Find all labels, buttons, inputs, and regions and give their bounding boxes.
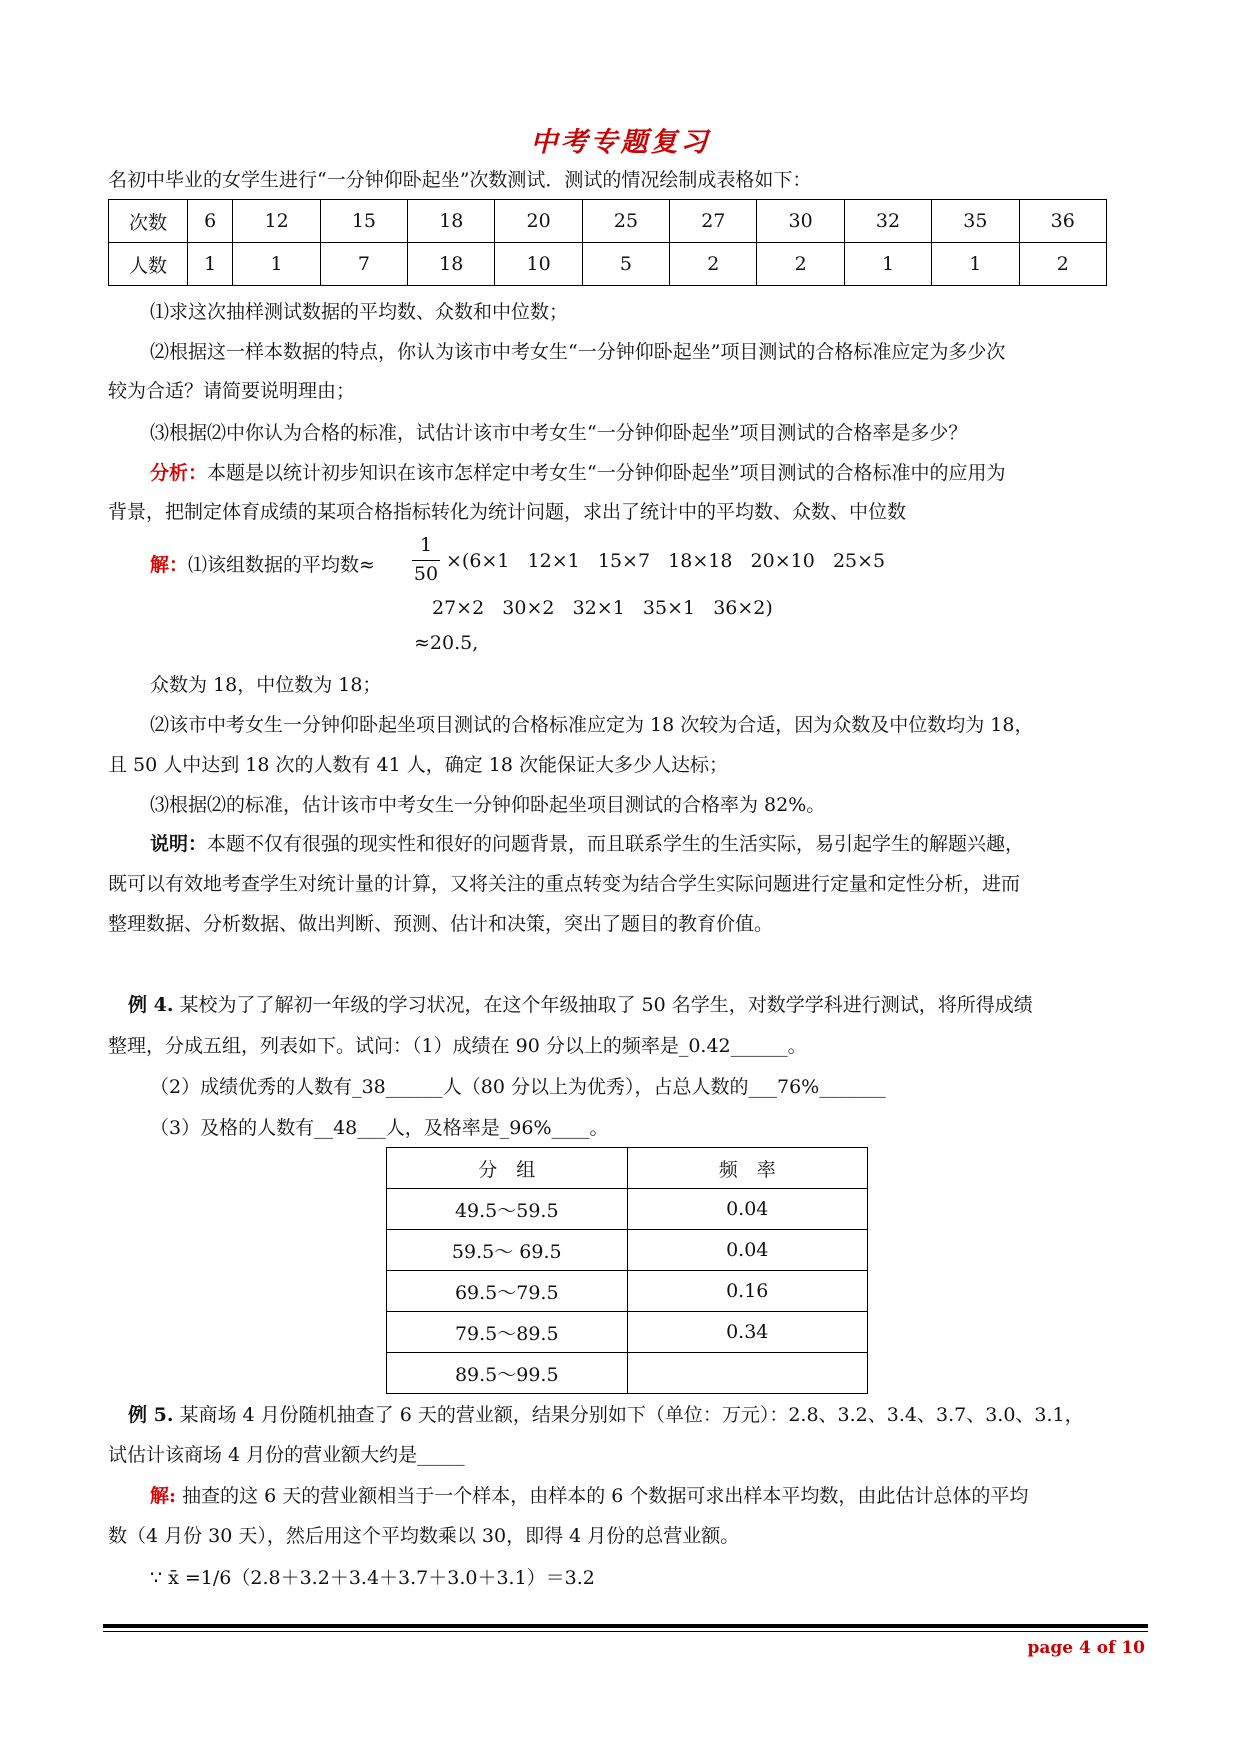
solution-label: 解： — [150, 554, 189, 576]
table-cell: 25 — [582, 200, 669, 243]
example-5-line-2: 试估计该商场 4 月份的营业额大约是_____ — [108, 1444, 465, 1466]
fraction-numerator: 1 — [419, 534, 433, 556]
table-cell: 1 — [844, 243, 931, 286]
table-cell: 5 — [582, 243, 669, 286]
analysis-line-1 — [150, 458, 1005, 485]
note-label: 说明： — [150, 833, 208, 855]
table-cell: 15 — [320, 200, 407, 243]
table-cell: 1 — [932, 243, 1019, 286]
example-5-label: 例 5. — [128, 1404, 174, 1426]
example-5-line-1 — [128, 1400, 1084, 1427]
table-cell: 7 — [320, 243, 407, 286]
question-3: ⑶根据⑵中你认为合格的标准，试估计该市中考女生“一分钟仰卧起坐”项目测试的合格率是多少？ — [150, 422, 968, 444]
table-cell: 36 — [1019, 200, 1107, 243]
note-text: 本题不仅有很强的现实性和很好的问题背景，而且联系学生的生活实际，易引起学生的解题兴趣， — [207, 833, 1025, 855]
answer-2: ⑵该市中考女生一分钟仰卧起坐项目测试的合格标准应定为 18 次较为合适，因为众数及中位数均为 18， — [150, 714, 1034, 736]
header-frequency: 频 率 — [627, 1148, 868, 1189]
analysis-line-2: 背景，把制定体育成绩的某项合格指标转化为统计问题，求出了统计中的平均数、众数、中位数 — [108, 501, 907, 523]
row-label-people: 人数 — [109, 243, 188, 286]
question-2: ⑵根据这一样本数据的特点，你认为该市中考女生“一分钟仰卧起坐”项目测试的合格标准应定为多少次 — [150, 341, 1006, 363]
solution-text: ⑴该组数据的平均数 — [188, 554, 360, 576]
table-cell: 12 — [233, 200, 320, 243]
fraction-denominator: 50 — [413, 563, 439, 585]
table-cell: 10 — [495, 243, 582, 286]
formula-line-1: ×(6×1 12×1 15×7 18×18 20×10 25×5 — [446, 550, 886, 572]
table-cell: 49.5～59.5 — [387, 1189, 628, 1230]
frequency-table — [386, 1147, 868, 1394]
analysis-label: 分析： — [150, 462, 208, 484]
footer-rule-thin — [103, 1631, 1148, 1632]
example-4-line-2: 整理，分成五组，列表如下。试问：（1）成绩在 90 分以上的频率是_0.42______。 — [108, 1035, 807, 1057]
example-4-label: 例 4. — [128, 994, 174, 1016]
table-row — [109, 200, 1107, 243]
approx-sign-2: ≈ — [414, 632, 430, 654]
table-cell: 0.34 — [627, 1312, 868, 1353]
header-group: 分 组 — [387, 1148, 628, 1189]
table-row — [387, 1353, 868, 1394]
mode-median: 众数为 18，中位数为 18； — [150, 674, 382, 696]
table-cell — [627, 1353, 868, 1394]
analysis-text: 本题是以统计初步知识在该市怎样定中考女生“一分钟仰卧起坐”项目测试的合格标准中的应用为 — [207, 462, 1006, 484]
question-1: ⑴求这次抽样测试数据的平均数、众数和中位数； — [150, 301, 569, 323]
answer-2-cont: 且 50 人中达到 18 次的人数有 41 人，确定 18 次能保证大多少人达标； — [108, 754, 729, 776]
example-5-solution-line-1 — [150, 1481, 1028, 1508]
example-5-text: 某商场 4 月份随机抽查了 6 天的营业额，结果分别如下（单位：万元）：2.8、3.2、3.4、3.7、3.0、3.1， — [179, 1404, 1084, 1426]
table-cell: 0.04 — [627, 1189, 868, 1230]
table-cell: 79.5～89.5 — [387, 1312, 628, 1353]
note-line-3: 整理数据、分析数据、做出判断、预测、估计和决策，突出了题目的教育价值。 — [108, 913, 774, 935]
intro-text: 名初中毕业的女学生进行“一分钟仰卧起坐”次数测试．测试的情况绘制成表格如下： — [108, 169, 812, 191]
table-cell: 27 — [670, 200, 757, 243]
example-5-solution-line-2: 数（4 月份 30 天），然后用这个平均数乘以 30，即得 4 月份的总营业额。 — [108, 1525, 740, 1547]
table-cell: 20 — [495, 200, 582, 243]
note-line-1 — [150, 829, 1024, 856]
example-4-text: 某校为了了解初一年级的学习状况，在这个年级抽取了 50 名学生，对数学学科进行测试，将所得成绩 — [179, 994, 1033, 1016]
table-cell: 18 — [408, 200, 495, 243]
table-row — [387, 1148, 868, 1189]
table-row — [387, 1271, 868, 1312]
table-cell: 2 — [1019, 243, 1107, 286]
table-row — [109, 243, 1107, 286]
footer-rule-thick — [103, 1624, 1148, 1628]
table-cell: 89.5～99.5 — [387, 1353, 628, 1394]
example-4-line-1 — [128, 990, 1033, 1017]
table-cell: 0.16 — [627, 1271, 868, 1312]
table-cell: 35 — [932, 200, 1019, 243]
note-line-2: 既可以有效地考查学生对统计量的计算，又将关注的重点转变为结合学生实际问题进行定量和定性分析，进而 — [108, 873, 1021, 895]
example-4-line-4: （3）及格的人数有__48___人，及格率是_96%____。 — [150, 1117, 609, 1139]
question-2-cont: 较为合适？请简要说明理由； — [108, 380, 356, 402]
mean-value: 20.5, — [429, 632, 479, 654]
page-title: 中考专题复习 — [530, 127, 711, 158]
table-cell: 32 — [844, 200, 931, 243]
table-cell: 1 — [188, 243, 233, 286]
table-cell: 69.5～79.5 — [387, 1271, 628, 1312]
example-5-formula: ∵ x̄ =1/6（2.8＋3.2＋3.4＋3.7＋3.0＋3.1）＝3.2 — [150, 1567, 595, 1589]
table-cell: 2 — [670, 243, 757, 286]
solution-line-1 — [150, 550, 375, 577]
table-cell: 2 — [757, 243, 844, 286]
example-5-solution-label: 解: — [150, 1485, 177, 1507]
table-cell: 1 — [233, 243, 320, 286]
example-5-solution-text: 抽查的这 6 天的营业额相当于一个样本，由样本的 6 个数据可求出样本平均数，由此估计总体的平均 — [182, 1485, 1029, 1507]
table-row — [387, 1312, 868, 1353]
example-4-line-3: （2）成绩优秀的人数有_38______人（80 分以上为优秀），占总人数的___76%_______ — [150, 1076, 886, 1098]
formula-line-2: 27×2 30×2 32×1 35×1 36×2) — [432, 597, 773, 619]
table-row — [387, 1230, 868, 1271]
row-label-count: 次数 — [109, 200, 188, 243]
approx-sign: ≈ — [359, 554, 375, 576]
table-cell: 30 — [757, 200, 844, 243]
table-cell: 0.04 — [627, 1230, 868, 1271]
page-number: page 4 of 10 — [1027, 1638, 1145, 1658]
table-cell: 18 — [408, 243, 495, 286]
formula-result — [414, 632, 478, 654]
table-cell: 59.5～ 69.5 — [387, 1230, 628, 1271]
situps-table — [108, 199, 1107, 286]
answer-3: ⑶根据⑵的标准，估计该市中考女生一分钟仰卧起坐项目测试的合格率为 82%。 — [150, 794, 826, 816]
table-cell: 6 — [188, 200, 233, 243]
table-row — [387, 1189, 868, 1230]
fraction-bar — [412, 560, 440, 561]
